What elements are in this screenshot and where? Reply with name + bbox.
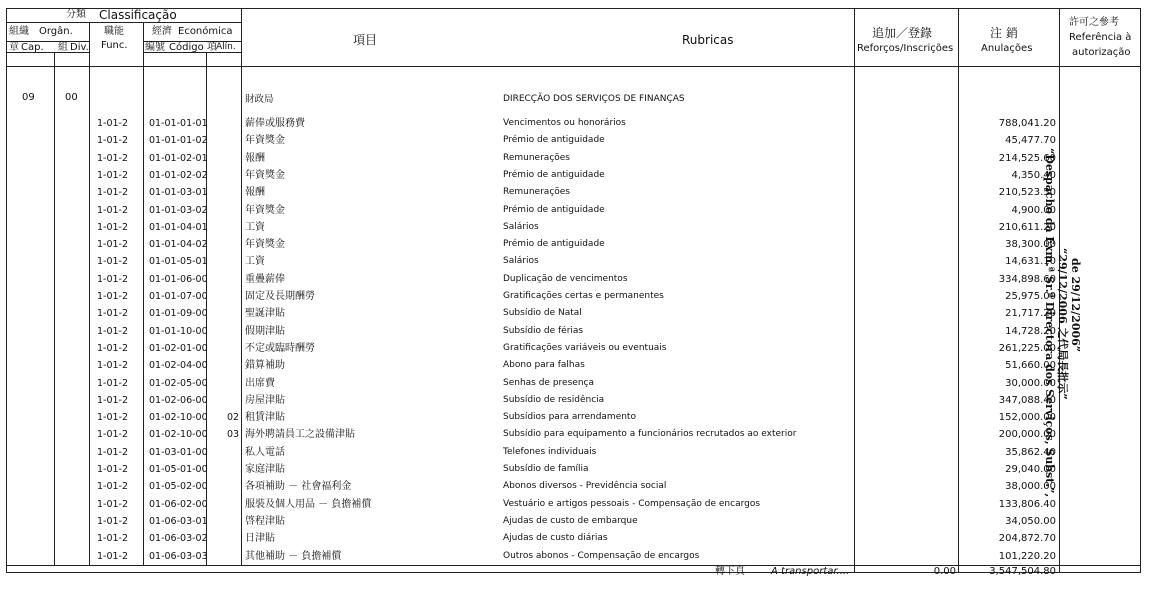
row-func: 1-01-2 (97, 256, 129, 267)
row-func: 1-01-2 (97, 135, 129, 146)
row-amount: 29,040.00 (1005, 464, 1056, 475)
row-amount: 14,728.20 (1005, 326, 1056, 337)
row-amount: 261,225.00 (998, 343, 1056, 354)
row-code: 01-01-10-00 (149, 326, 208, 337)
row-func: 1-01-2 (97, 412, 129, 423)
row-code: 01-01-07-00 (149, 291, 208, 302)
row-code: 01-02-01-00 (149, 343, 208, 354)
anulacoes-pt: Anulações (981, 43, 1033, 54)
row-rubrica: Salários (503, 256, 539, 266)
row-rubrica: Prémio de antiguidade (503, 170, 605, 180)
row-item-zh: 私人電話 (245, 447, 285, 458)
row-rubrica: Salários (503, 222, 539, 232)
classificacao-pt: Classificação (99, 8, 177, 22)
row-item-zh: 聖誕津貼 (245, 308, 285, 319)
row-item-zh: 服裝及個人用品 － 負擔補償 (245, 499, 372, 510)
row-item-zh: 不定或臨時酬勞 (245, 343, 315, 354)
row-func: 1-01-2 (97, 499, 129, 510)
row-amount: 25,975.00 (1005, 291, 1056, 302)
row-func: 1-01-2 (97, 551, 129, 562)
row-rubrica: Outros abonos - Compensação de encargos (503, 551, 700, 561)
row-rubrica: Vestuário e artigos pessoais - Compensação de encargos (503, 499, 761, 509)
row-func: 1-01-2 (97, 326, 129, 337)
row-item-zh: 報酬 (245, 153, 265, 164)
row-rubrica: Prémio de antiguidade (503, 239, 605, 249)
row-func: 1-01-2 (97, 533, 129, 544)
row-code: 01-02-10-00 (149, 429, 208, 440)
row-amount: 35,862.40 (1005, 447, 1056, 458)
row-func: 1-01-2 (97, 378, 129, 389)
row-func: 1-01-2 (97, 516, 129, 527)
reforcos-zh: 追加／登錄 (872, 26, 933, 40)
cap-zh: 章 (9, 42, 19, 53)
economica-zh: 經濟 (152, 26, 172, 37)
classificacao-zh: 分類 (66, 9, 86, 20)
anulacoes-total: 3,547,504.80 (989, 566, 1056, 577)
row-func: 1-01-2 (97, 395, 129, 406)
codigo-pt: Código (169, 42, 204, 53)
row-func: 1-01-2 (97, 481, 129, 492)
anulacoes-zh: 注 銷 (990, 26, 1018, 40)
row-item-zh: 年資獎金 (245, 135, 285, 146)
row-rubrica: Ajudas de custo diárias (503, 533, 608, 543)
transport-pt: A transportar.... (771, 566, 850, 577)
row-amount: 38,000.00 (1005, 481, 1056, 492)
row-code: 01-01-01-01 (149, 118, 208, 129)
row-code: 01-01-09-00 (149, 308, 208, 319)
section-title-pt: DIRECÇÃO DOS SERVIÇOS DE FINANÇAS (503, 94, 685, 104)
row-amount: 152,000.00 (998, 412, 1056, 423)
row-item-zh: 錯算補助 (245, 360, 285, 371)
row-func: 1-01-2 (97, 118, 129, 129)
reforcos-pt: Reforços/Inscrições (857, 43, 954, 54)
row-code: 01-02-10-00 (149, 412, 208, 423)
alin-pt: Alín. (216, 42, 236, 52)
row-func: 1-01-2 (97, 291, 129, 302)
row-code: 01-06-03-01 (149, 516, 208, 527)
row-amount: 34,050.00 (1005, 516, 1056, 527)
row-amount: 204,872.70 (998, 533, 1056, 544)
row-rubrica: Ajudas de custo de embarque (503, 516, 638, 526)
economica-pt: Económica (178, 26, 233, 37)
row-item-zh: 出席費 (245, 378, 275, 389)
section-div: 00 (65, 92, 78, 103)
row-item-zh: 假期津貼 (245, 326, 285, 337)
row-rubrica: Gratificações certas e permanentes (503, 291, 664, 301)
row-item-zh: 家庭津貼 (245, 464, 285, 475)
row-code: 01-01-04-02 (149, 239, 208, 250)
cap-pt: Cap. (21, 42, 44, 53)
row-func: 1-01-2 (97, 308, 129, 319)
authorization-note-line-3: de 29/12/2006” (1069, 258, 1082, 353)
row-item-zh: 其他補助 － 負擔補償 (245, 551, 342, 562)
row-item-zh: 房屋津貼 (245, 395, 285, 406)
organica-zh: 組織 (9, 26, 29, 37)
row-rubrica: Prémio de antiguidade (503, 135, 605, 145)
row-rubrica: Abono para falhas (503, 360, 585, 370)
row-rubrica: Subsídios para arrendamento (503, 412, 636, 422)
organica-pt: Orgân. (39, 26, 73, 37)
row-rubrica: Remunerações (503, 153, 570, 163)
row-rubrica: Subsídio para equipamento a funcionários recrutados ao exterior (503, 429, 797, 439)
row-code: 01-01-02-01 (149, 153, 208, 164)
row-code: 01-01-01-02 (149, 135, 208, 146)
row-amount: 133,806.40 (998, 499, 1056, 510)
codigo-zh: 編號 (145, 42, 165, 53)
row-amount: 101,220.20 (998, 551, 1056, 562)
ref-pt-1: Referência à (1069, 32, 1132, 43)
row-code: 01-02-04-00 (149, 360, 208, 371)
row-code: 01-05-02-00 (149, 481, 208, 492)
div-zh: 組 (58, 42, 68, 53)
row-amount: 14,631.10 (1005, 256, 1056, 267)
row-func: 1-01-2 (97, 464, 129, 475)
row-amount: 21,717.20 (1005, 308, 1056, 319)
budget-sheet (6, 8, 1142, 580)
row-func: 1-01-2 (97, 222, 129, 233)
row-func: 1-01-2 (97, 429, 129, 440)
row-amount: 210,523.50 (998, 187, 1056, 198)
row-item-zh: 工資 (245, 222, 265, 233)
row-func: 1-01-2 (97, 360, 129, 371)
row-item-zh: 啓程津貼 (245, 516, 285, 527)
row-func: 1-01-2 (97, 239, 129, 250)
row-rubrica: Subsídio de Natal (503, 308, 582, 318)
row-code: 01-01-02-02 (149, 170, 208, 181)
row-rubrica: Subsídio de residência (503, 395, 605, 405)
rubricas-header: Rubricas (682, 33, 734, 47)
row-rubrica: Telefones individuais (503, 447, 597, 457)
row-code: 01-06-03-03 (149, 551, 208, 562)
row-amount: 788,041.20 (998, 118, 1056, 129)
row-func: 1-01-2 (97, 343, 129, 354)
row-rubrica: Senhas de presença (503, 378, 594, 388)
row-item-zh: 重疊薪俸 (245, 274, 285, 285)
row-amount: 4,350.40 (1011, 170, 1056, 181)
row-item-zh: 年資獎金 (245, 239, 285, 250)
row-code: 01-02-05-00 (149, 378, 208, 389)
row-item-zh: 年資獎金 (245, 205, 285, 216)
row-item-zh: 海外聘請員工之設備津貼 (245, 429, 355, 440)
row-amount: 210,611.20 (998, 222, 1056, 233)
row-rubrica: Vencimentos ou honorários (503, 118, 626, 128)
row-code: 01-01-06-00 (149, 274, 208, 285)
section-title-zh: 財政局 (245, 94, 274, 105)
row-code: 01-06-03-02 (149, 533, 208, 544)
authorization-note-text (1043, 148, 1082, 497)
row-item-zh: 報酬 (245, 187, 265, 198)
row-amount: 347,088.40 (998, 395, 1056, 406)
row-item-zh: 固定及長期酬勞 (245, 291, 315, 302)
row-item-zh: 租賃津貼 (245, 412, 285, 423)
row-rubrica: Subsídio de férias (503, 326, 584, 336)
transport-zh: 轉下頁 (715, 566, 745, 577)
row-func: 1-01-2 (97, 153, 129, 164)
row-amount: 38,300.00 (1005, 239, 1056, 250)
row-rubrica: Abonos diversos - Previdência social (503, 481, 667, 491)
row-code: 01-02-06-00 (149, 395, 208, 406)
row-code: 01-03-01-00 (149, 447, 208, 458)
div-pt: Div. (70, 42, 89, 53)
row-item-zh: 薪俸或服務費 (245, 118, 305, 129)
row-amount: 200,000.00 (998, 429, 1056, 440)
row-amount: 51,660.00 (1005, 360, 1056, 371)
row-code: 01-05-01-00 (149, 464, 208, 475)
section-cap: 09 (22, 92, 35, 103)
row-code: 01-06-02-00 (149, 499, 208, 510)
row-func: 1-01-2 (97, 187, 129, 198)
row-alin: 03 (227, 429, 240, 440)
func-pt: Func. (101, 40, 128, 51)
row-amount: 45,477.70 (1005, 135, 1056, 146)
row-func: 1-01-2 (97, 170, 129, 181)
row-code: 01-01-05-01 (149, 256, 208, 267)
row-rubrica: Subsídio de família (503, 464, 589, 474)
row-func: 1-01-2 (97, 274, 129, 285)
ref-zh: 許可之參考 (1069, 17, 1119, 28)
authorization-note (1043, 148, 1084, 498)
row-item-zh: 各項補助 － 社會福利金 (245, 481, 352, 492)
reforcos-total: 0.00 (933, 566, 956, 577)
func-zh: 職能 (104, 26, 124, 37)
row-rubrica: Duplicação de vencimentos (503, 274, 628, 284)
row-rubrica: Remunerações (503, 187, 570, 197)
row-item-zh: 年資獎金 (245, 170, 285, 181)
row-func: 1-01-2 (97, 447, 129, 458)
ref-pt-2: autorização (1072, 47, 1131, 58)
row-amount: 334,898.60 (998, 274, 1056, 285)
row-item-zh: 工資 (245, 256, 265, 267)
alin-zh: 項 (207, 42, 217, 53)
row-amount: 4,900.00 (1011, 205, 1056, 216)
row-func: 1-01-2 (97, 205, 129, 216)
row-code: 01-01-04-01 (149, 222, 208, 233)
row-amount: 214,525.60 (998, 153, 1056, 164)
row-alin: 02 (227, 412, 240, 423)
authorization-note-line-2: “Despacho da Exm.ª Sr.ª Directora dos Serviços, Subst.”, (1043, 148, 1056, 498)
row-item-zh: 日津貼 (245, 533, 275, 544)
item-zh-header: 項目 (353, 33, 378, 47)
row-rubrica: Gratificações variáveis ou eventuais (503, 343, 667, 353)
row-code: 01-01-03-02 (149, 205, 208, 216)
row-amount: 30,000.00 (1005, 378, 1056, 389)
row-rubrica: Prémio de antiguidade (503, 205, 605, 215)
row-code: 01-01-03-01 (149, 187, 208, 198)
authorization-note-line-1: “29/12/2006 之代局長批示” (1056, 248, 1069, 400)
